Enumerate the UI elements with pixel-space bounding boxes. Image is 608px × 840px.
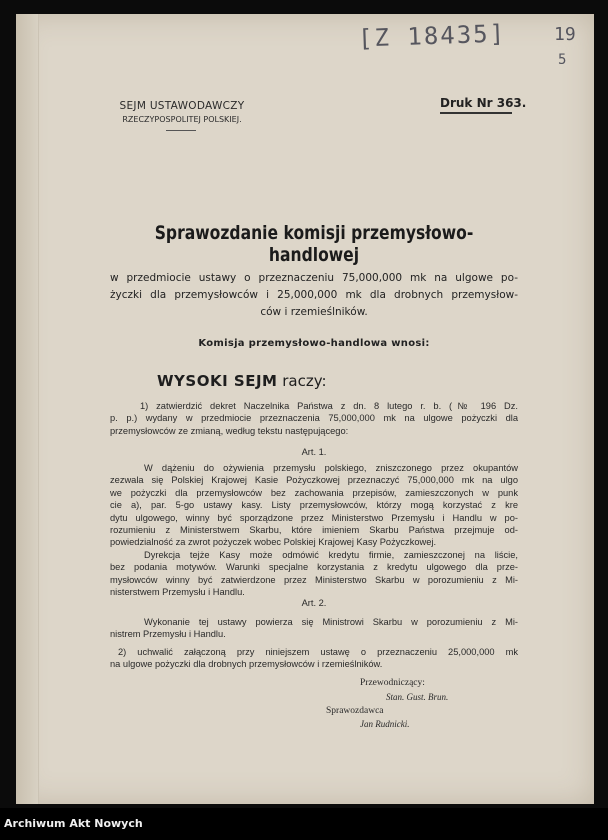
- issuer-divider: [166, 130, 196, 131]
- body-line: Dyrekcja tejże Kasy może odmówić kredytu firmie, zamieszczonej na liście,: [144, 550, 518, 560]
- body-line: cie a), par. 5-go ustawy kasy. Listy przemysłowców, którzy mogą korzystać z kre: [110, 500, 518, 511]
- body-line: przemysłowców ze zmianą, według tekstu następującego:: [110, 425, 349, 436]
- body-line: W dążeniu do ożywienia przemysłu polskiego, zniszczonego przez okupantów: [144, 463, 518, 473]
- rapporteur-role: Sprawozdawca: [326, 706, 384, 716]
- chair-name: Stan. Gust. Brun.: [386, 692, 449, 702]
- page-fold-edge: [16, 14, 39, 804]
- motion-heading: Komisja przemysłowo-handlowa wnosi:: [198, 338, 430, 349]
- article-2-heading: Art. 2.: [301, 598, 327, 608]
- body-line: we pożyczki dla przemysłowców bez zachowania przepisów, zamieszczonych w punk: [110, 487, 518, 498]
- article-2-paragraph: [110, 616, 518, 641]
- address-bold: WYSOKI SEJM: [157, 372, 278, 390]
- page-mark-secondary: 5: [558, 52, 567, 68]
- address-rest: raczy:: [277, 372, 327, 390]
- issuer-line-1: SEJM USTAWODAWCZY: [119, 100, 245, 112]
- article-1-paragraph-1: [110, 462, 518, 549]
- address-heading: [157, 372, 327, 390]
- archive-reference-handwritten: [Z 18435]: [357, 19, 507, 53]
- article-1-paragraph-2: [110, 549, 518, 599]
- body-line: 2) uchwalić załączoną przy niniejszem ustawę o przeznaczeniu 25,000,000 mk: [118, 647, 518, 657]
- document-number-underline: [440, 112, 512, 114]
- body-line: nisterstwem Przemysłu i Handlu.: [110, 587, 245, 598]
- chair-role: Przewodniczący:: [360, 678, 425, 688]
- body-line: na ulgowe pożyczki dla drobnych przemysłowców i rzemieślników.: [110, 659, 383, 670]
- subject-paragraph: [110, 270, 518, 321]
- document-number: Druk Nr 363.: [440, 96, 527, 110]
- body-line: mysłowców winny być zatwierdzone przez Ministerstwo Skarbu w porozumieniu z Mi-: [110, 574, 518, 585]
- body-line: dytu ulgowego, winny być sporządzone przez Ministerstwo Przemysłu i Handlu w po-: [110, 512, 518, 523]
- archive-footer-label: Archiwum Akt Nowych: [4, 817, 143, 830]
- subject-line: w przedmiocie ustawy o przeznaczeniu 75,000,000 mk na ulgowe po-: [110, 272, 518, 284]
- subject-line: ców i rzemieślników.: [260, 306, 368, 318]
- body-line: zezwala się Polskiej Krajowej Kasie Pożyczkowej przeznaczyć 75,000,000 mk na ulgo: [110, 475, 518, 486]
- article-1-heading: Art. 1.: [301, 447, 327, 457]
- rapporteur-name: Jan Rudnicki.: [360, 719, 410, 729]
- body-line: rozumieniu z Ministerstwem Skarbu, które imieniem Skarbu Państwa przejmuje od-: [110, 525, 518, 536]
- body-line: p. p.) wydany w przedmiocie przeznaczenia 75,000,000 mk na ulgowe pożyczki dla: [110, 413, 518, 424]
- subject-line: życzki dla przemysłowców i 25,000,000 mk dla drobnych przemysłow-: [110, 289, 518, 301]
- page-mark-handwritten: 19: [554, 24, 576, 45]
- issuer-line-2: RZECZYPOSPOLITEJ POLSKIEJ.: [122, 115, 242, 124]
- body-line: Wykonanie tej ustawy powierza się Ministrowi Skarbu w porozumieniu z Mi-: [144, 617, 518, 627]
- body-line: nistrem Przemysłu i Handlu.: [110, 629, 226, 640]
- point-2-paragraph: [110, 646, 518, 671]
- point-1-paragraph: [110, 400, 518, 437]
- body-line: bez podania motywów. Warunki specjalne korzystania z kredytu ulgowego dla prze-: [110, 562, 518, 573]
- body-line: 1) zatwierdzić dekret Naczelnika Państwa z dn. 8 lutego r. b. (№ 196 Dz.: [140, 401, 518, 411]
- body-line: powiedzialność za zwrot pożyczek wobec Polskiej Krajowej Kasy Pożyczkowej.: [110, 537, 437, 548]
- document-title: Sprawozdanie komisji przemysłowo-handlowej: [154, 222, 474, 266]
